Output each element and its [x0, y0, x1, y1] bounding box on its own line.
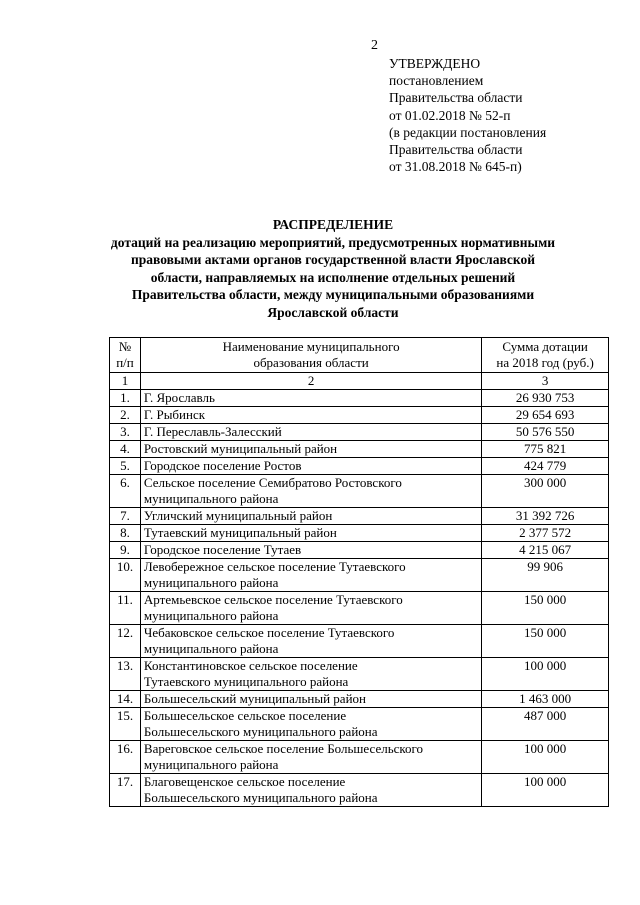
table-row: [110, 525, 609, 542]
row-number: 14.: [110, 691, 141, 708]
municipality-name-line: Тутаевского муниципального района: [143, 674, 349, 689]
approval-line: от 01.02.2018 № 52-п: [389, 107, 511, 123]
table-row: [110, 774, 609, 807]
municipality-name-line: Угличский муниципальный район: [143, 508, 333, 523]
row-number: 11.: [110, 592, 141, 625]
row-number: 8.: [110, 525, 141, 542]
subsidy-amount: 99 906: [482, 559, 609, 592]
table-row: [110, 542, 609, 559]
table-row: [110, 441, 609, 458]
municipality-name: [140, 542, 481, 559]
row-number: 16.: [110, 741, 141, 774]
municipality-name-line: Г. Ярославль: [143, 390, 215, 405]
municipality-name-line: Ростовский муниципальный район: [143, 441, 338, 456]
municipality-name: [140, 508, 481, 525]
header-sum: Сумма дотации на 2018 год (руб.): [482, 338, 609, 373]
municipality-name-line: Константиновское сельское поселение: [143, 658, 358, 673]
row-number: 7.: [110, 508, 141, 525]
municipality-name-line: Большесельского муниципального района: [143, 790, 378, 805]
row-number: 12.: [110, 625, 141, 658]
municipality-name-line: Благовещенское сельское поселение: [143, 774, 346, 789]
approval-line: Правительства области: [389, 90, 523, 106]
row-number: 17.: [110, 774, 141, 807]
municipality-name-line: Г. Переславль-Залесский: [143, 424, 282, 439]
column-number: 2: [140, 373, 481, 390]
approval-line: (в редакции постановления: [389, 124, 547, 140]
approval-line: УТВЕРЖДЕНО: [389, 56, 481, 71]
column-numbers-row: [110, 373, 609, 390]
title-line: правовыми актами органов государственной власти Ярославской: [130, 252, 536, 268]
municipality-name-line: муниципального района: [143, 608, 279, 623]
table-row: [110, 508, 609, 525]
municipality-name: [140, 441, 481, 458]
subsidy-amount: 31 392 726: [482, 508, 609, 525]
municipality-name: [140, 691, 481, 708]
municipality-name: [140, 407, 481, 424]
table-row: [110, 559, 609, 592]
municipality-name-line: муниципального района: [143, 491, 279, 506]
municipality-name: [140, 424, 481, 441]
table-header-row: [110, 338, 609, 373]
municipality-name-line: Городское поселение Тутаев: [143, 542, 302, 557]
municipality-name-line: Левобережное сельское поселение Тутаевского: [143, 559, 406, 574]
subsidy-amount: 424 779: [482, 458, 609, 475]
subsidy-amount: 50 576 550: [482, 424, 609, 441]
column-number: 3: [482, 373, 609, 390]
municipality-name-line: муниципального района: [143, 757, 279, 772]
table-row: [110, 458, 609, 475]
municipality-name: [140, 390, 481, 407]
municipality-name-line: Тутаевский муниципальный район: [143, 525, 337, 540]
subsidy-amount: 100 000: [482, 774, 609, 807]
row-number: 13.: [110, 658, 141, 691]
municipality-name: [140, 559, 481, 592]
subsidy-amount: 775 821: [482, 441, 609, 458]
subsidy-amount: 1 463 000: [482, 691, 609, 708]
table-row: [110, 475, 609, 508]
row-number: 6.: [110, 475, 141, 508]
municipality-name: [140, 741, 481, 774]
municipality-name: [140, 525, 481, 542]
title-line: дотаций на реализацию мероприятий, предусмотренных нормативными: [110, 234, 556, 250]
municipality-name: [140, 625, 481, 658]
municipality-name-line: Городское поселение Ростов: [143, 458, 302, 473]
municipality-name-line: Вареговское сельское поселение Большесельского: [143, 741, 424, 756]
subsidy-amount: 150 000: [482, 625, 609, 658]
municipality-name-line: Чебаковское сельское поселение Тутаевского: [143, 625, 395, 640]
municipality-name-line: Сельское поселение Семибратово Ростовского: [143, 475, 402, 490]
row-number: 3.: [110, 424, 141, 441]
title-line: Ярославской области: [267, 304, 399, 320]
municipality-name: [140, 708, 481, 741]
page-number: 2: [371, 38, 378, 53]
row-number: 15.: [110, 708, 141, 741]
table-row: [110, 592, 609, 625]
table-row: [110, 691, 609, 708]
table-row: [110, 390, 609, 407]
header-num: № п/п: [110, 338, 141, 373]
title-line: Правительства области, между муниципальными образованиями: [131, 287, 535, 303]
row-number: 9.: [110, 542, 141, 559]
approval-stamp: [389, 55, 546, 175]
approval-line: Правительства области: [389, 142, 523, 158]
title-heading: РАСПРЕДЕЛЕНИЕ: [272, 217, 394, 232]
table-row: [110, 424, 609, 441]
table-row: [110, 741, 609, 774]
header-name: Наименование муниципального образования области: [140, 338, 481, 373]
subsidy-amount: 100 000: [482, 741, 609, 774]
subsidy-amount: 487 000: [482, 708, 609, 741]
approval-line: постановлением: [389, 73, 484, 89]
table-row: [110, 708, 609, 741]
subsidy-amount: 2 377 572: [482, 525, 609, 542]
approval-line: от 31.08.2018 № 645-п): [389, 159, 522, 175]
municipality-name: [140, 658, 481, 691]
table-row: [110, 658, 609, 691]
municipality-name-line: муниципального района: [143, 641, 279, 656]
table-row: [110, 407, 609, 424]
municipality-name: [140, 774, 481, 807]
distribution-table: [109, 337, 609, 807]
table-row: [110, 625, 609, 658]
municipality-name: [140, 458, 481, 475]
municipality-name-line: Г. Рыбинск: [143, 407, 206, 422]
column-number: 1: [110, 373, 141, 390]
subsidy-amount: 150 000: [482, 592, 609, 625]
municipality-name-line: Большесельского муниципального района: [143, 724, 378, 739]
subsidy-amount: 4 215 067: [482, 542, 609, 559]
row-number: 4.: [110, 441, 141, 458]
municipality-name: [140, 475, 481, 508]
document-title: [98, 216, 568, 322]
subsidy-amount: 100 000: [482, 658, 609, 691]
subsidy-amount: 300 000: [482, 475, 609, 508]
municipality-name: [140, 592, 481, 625]
municipality-name-line: Артемьевское сельское поселение Тутаевского: [143, 592, 403, 607]
row-number: 1.: [110, 390, 141, 407]
municipality-name-line: Большесельский муниципальный район: [143, 691, 366, 706]
subsidy-amount: 26 930 753: [482, 390, 609, 407]
row-number: 10.: [110, 559, 141, 592]
subsidy-amount: 29 654 693: [482, 407, 609, 424]
title-line: области, направляемых на исполнение отдельных решений: [150, 269, 516, 285]
row-number: 2.: [110, 407, 141, 424]
row-number: 5.: [110, 458, 141, 475]
title-subtitle: [98, 234, 568, 322]
municipality-name-line: Большесельское сельское поселение: [143, 708, 347, 723]
municipality-name-line: муниципального района: [143, 575, 279, 590]
